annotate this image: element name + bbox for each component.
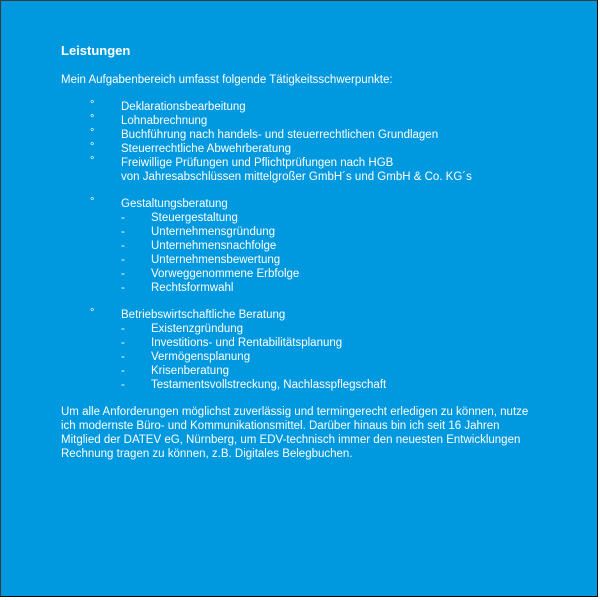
bullet-marker: ° — [90, 113, 95, 125]
page-title: Leistungen — [61, 43, 131, 58]
dash-marker: - — [121, 379, 125, 391]
bullet-marker: ° — [90, 196, 95, 208]
list-item-label: Testamentsvollstreckung, Nachlasspflegschaft — [151, 379, 387, 391]
dash-marker: - — [121, 240, 125, 252]
list-item — [1, 211, 599, 225]
bullet-marker: ° — [90, 307, 95, 319]
list-item-label: Steuerrechtliche Abwehrberatung — [121, 143, 292, 155]
list-item-continuation — [1, 170, 599, 184]
list-group-heading — [1, 308, 599, 322]
bullet-marker: ° — [90, 141, 95, 153]
list-item — [1, 336, 599, 350]
group-title: Gestaltungsberatung — [121, 198, 228, 210]
list-item-label: Existenzgründung — [151, 323, 244, 335]
dash-marker: - — [121, 323, 125, 335]
dash-marker: - — [121, 268, 125, 280]
list-item — [1, 350, 599, 364]
list-item — [1, 225, 599, 239]
dash-marker: - — [121, 351, 125, 363]
list-item-label: Lohnabrechnung — [121, 115, 208, 127]
list-item — [1, 378, 599, 392]
list-item-label: Vermögensplanung — [151, 351, 251, 363]
service-list-gestaltung — [1, 197, 599, 295]
list-item-label: Rechtsformwahl — [151, 282, 234, 294]
list-group-heading — [1, 197, 599, 211]
dash-marker: - — [121, 365, 125, 377]
service-list-general — [1, 100, 599, 184]
list-item — [1, 267, 599, 281]
list-item-label: Unternehmensbewertung — [151, 254, 281, 266]
list-item-label: Vorweggenommene Erbfolge — [151, 268, 300, 280]
bullet-marker: ° — [90, 127, 95, 139]
list-item-label: Unternehmensgründung — [151, 226, 276, 238]
closing-paragraph: Um alle Anforderungen möglichst zuverlässig und termingerecht erledigen zu können, nutze ich modernste Büro- und Kommunikationsmittel. Darüber hinaus bin ich seit 16 Jahren Mitglied der DATEV eG, Nürnberg, um EDV-technisch immer den neuesten Entwicklungen Rechnung tragen zu können, z.B. Digitales Belegbuchen. — [61, 406, 529, 460]
intro-text: Mein Aufgabenbereich umfasst folgende Tätigkeitsschwerpunkte: — [61, 74, 393, 86]
dash-marker: - — [121, 254, 125, 266]
bullet-marker: ° — [90, 155, 95, 167]
dash-marker: - — [121, 212, 125, 224]
list-item-label: Buchführung nach handels- und steuerrechtlichen Grundlagen — [121, 129, 439, 141]
list-item-label: Freiwillige Prüfungen und Pflichtprüfungen nach HGB — [121, 157, 394, 169]
list-item-label: Deklarationsbearbeitung — [121, 101, 246, 113]
list-item — [1, 239, 599, 253]
list-item — [1, 364, 599, 378]
service-list-beratung — [1, 308, 599, 392]
list-item-label: Krisenberatung — [151, 365, 229, 377]
list-item-label: Unternehmensnachfolge — [151, 240, 277, 252]
list-item — [1, 253, 599, 267]
dash-marker: - — [121, 282, 125, 294]
list-item-label: Investitions- und Rentabilitätsplanung — [151, 337, 343, 349]
list-item — [1, 322, 599, 336]
list-item — [1, 156, 599, 170]
list-item — [1, 281, 599, 295]
dash-marker: - — [121, 337, 125, 349]
dash-marker: - — [121, 226, 125, 238]
bullet-marker: ° — [90, 99, 95, 111]
list-item-label: Steuergestaltung — [151, 212, 238, 224]
list-item-label: von Jahresabschlüssen mittelgroßer GmbH´s und GmbH & Co. KG´s — [121, 171, 472, 183]
group-title: Betriebswirtschaftliche Beratung — [121, 309, 286, 321]
